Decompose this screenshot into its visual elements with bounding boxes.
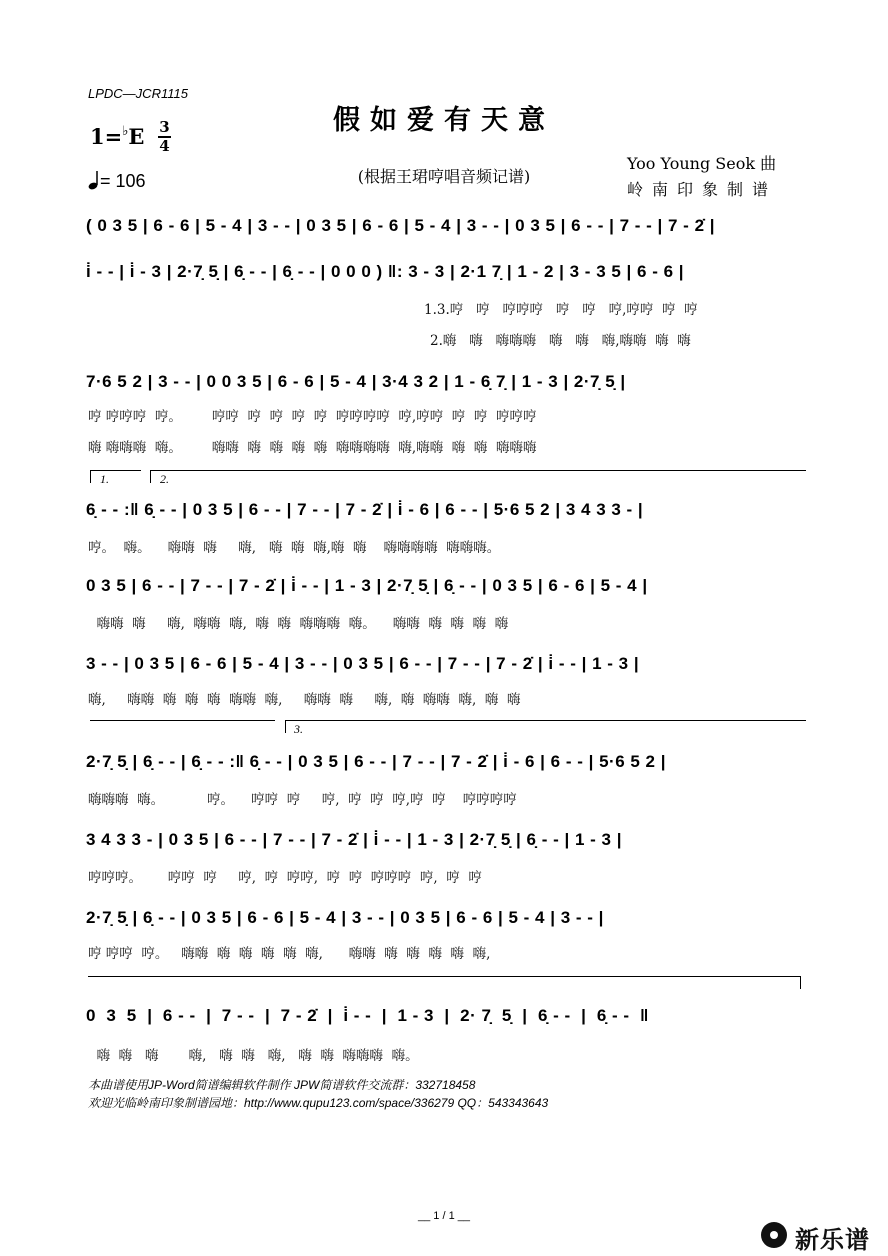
notation-row-2: i̇ - - | i̇ - 3 | 2·7̣ 5̣ | 6̣ - - | 6̣ - - | 0 0 0 ) ‖: 3 - 3 | 2·1 7̣ | 1 - 2 | 3 - 3 5 | 6 - 6 | xyxy=(86,262,685,281)
lyric-row-2-verse-2: 2.嗨 嗨 嗨嗨嗨 嗨 嗨 嗨,嗨嗨 嗨 嗨 xyxy=(430,333,691,349)
page-number: __ 1 / 1 __ xyxy=(418,1210,470,1222)
volta-number-2: 2. xyxy=(160,472,169,486)
volta-bracket-3 xyxy=(285,720,806,733)
footer-line-1: 本曲谱使用JP-Word简谱编辑软件制作 JPW简谱软件交流群：332718458 xyxy=(88,1078,476,1092)
record-disc-icon xyxy=(761,1222,787,1248)
notation-row-5: 0 3 5 | 6 - - | 7 - - | 7 - 2̇ | i̇ - - | 1 - 3 | 2·7̣ 5̣ | 6̣ - - | 0 3 5 | 6 - 6 | 5 - 4 | xyxy=(86,576,648,595)
volta-bracket-prev xyxy=(90,720,275,733)
lyric-row-7: 嗨嗨嗨 嗨。 哼。 哼哼 哼 哼, 哼 哼 哼,哼 哼 哼哼哼哼 xyxy=(88,792,517,808)
lyric-row-4: 哼。 嗨。 嗨嗨 嗨 嗨, 嗨 嗨 嗨,嗨 嗨 嗨嗨嗨嗨 嗨嗨嗨。 xyxy=(88,540,501,556)
lyric-row-3-verse-2: 嗨 嗨嗨嗨 嗨。 嗨嗨 嗨 嗨 嗨 嗨 嗨嗨嗨嗨 嗨,嗨嗨 嗨 嗨 嗨嗨嗨 xyxy=(88,440,537,456)
volta-number-1: 1. xyxy=(100,472,109,486)
key-prefix: 1= xyxy=(90,124,123,149)
site-logo xyxy=(755,1218,885,1252)
quarter-note-icon xyxy=(88,170,100,190)
final-row-line xyxy=(88,976,801,989)
volta-bracket-2 xyxy=(150,470,806,483)
time-top: 3 xyxy=(159,118,170,136)
notation-row-6: 3 - - | 0 3 5 | 6 - 6 | 5 - 4 | 3 - - | 0 3 5 | 6 - - | 7 - - | 7 - 2̇ | i̇ - - | 1 - 3 | xyxy=(86,654,640,673)
volta-bracket-1 xyxy=(90,470,141,483)
notation-row-10: 0 3 5 | 6 - - | 7 - - | 7 - 2̇ | i̇ - - | 1 - 3 | 2· 7̣ 5̣ | 6̣ - - | 6̣ - - ‖ xyxy=(86,1006,649,1025)
key-signature xyxy=(90,124,144,149)
lyric-row-2-verse-1: 1.3.哼 哼 哼哼哼 哼 哼 哼,哼哼 哼 哼 xyxy=(424,302,698,318)
tempo-value: = 106 xyxy=(100,171,146,191)
arranger: 岭南印象制谱 xyxy=(627,180,778,199)
footer-line-2: 欢迎光临岭南印象制谱园地：http://www.qupu123.com/space/336279 QQ：543343643 xyxy=(88,1096,549,1110)
time-bottom: 4 xyxy=(159,137,170,155)
flat-sign: ♭ xyxy=(122,124,129,139)
page-title: 假如爱有天意 xyxy=(333,105,555,136)
score-code: LPDC—JCR1115 xyxy=(88,86,188,101)
composer: Yoo Young Seok 曲 xyxy=(627,154,777,173)
lyric-row-3-verse-1: 哼 哼哼哼 哼。 哼哼 哼 哼 哼 哼 哼哼哼哼 哼,哼哼 哼 哼 哼哼哼 xyxy=(88,409,537,425)
time-signature xyxy=(158,120,171,154)
tempo-marking xyxy=(88,170,146,192)
notation-row-3: 7·6 5 2 | 3 - - | 0 0 3 5 | 6 - 6 | 5 - 4 | 3·4 3 2 | 1 - 6̣ 7̣ | 1 - 3 | 2·7̣ 5̣ | xyxy=(86,372,626,391)
notation-row-1: ( 0 3 5 | 6 - 6 | 5 - 4 | 3 - - | 0 3 5 | 6 - 6 | 5 - 4 | 3 - - | 0 3 5 | 6 - - | 7 - - | 7 - 2̇ | xyxy=(86,216,715,235)
notation-row-8: 3 4 3 3 - | 0 3 5 | 6 - - | 7 - - | 7 - 2̇ | i̇ - - | 1 - 3 | 2·7̣ 5̣ | 6̣ - - | 1 - 3 | xyxy=(86,830,622,849)
lyric-row-10: 嗨 嗨 嗨 嗨, 嗨 嗨 嗨, 嗨 嗨 嗨嗨嗨 嗨。 xyxy=(88,1048,419,1064)
notation-row-9: 2·7̣ 5̣ | 6̣ - - | 0 3 5 | 6 - 6 | 5 - 4 | 3 - - | 0 3 5 | 6 - 6 | 5 - 4 | 3 - - | xyxy=(86,908,604,927)
page-number-value: 1 / 1 xyxy=(433,1210,455,1222)
logo-text: 新乐谱 xyxy=(795,1226,870,1254)
notation-row-4: 6̣ - - :‖ 6̣ - - | 0 3 5 | 6 - - | 7 - - | 7 - 2̇ | i̇ - 6 | 6 - - | 5·6 5 2 | 3 4 3 3 - | xyxy=(86,500,644,519)
volta-number-3: 3. xyxy=(294,722,303,736)
lyric-row-9: 哼 哼哼 哼。 嗨嗨 嗨 嗨 嗨 嗨 嗨, 嗨嗨 嗨 嗨 嗨 嗨 嗨, xyxy=(88,946,491,962)
subtitle: (根据王珺哼唱音频记谱) xyxy=(357,167,531,186)
notation-row-7: 2·7̣ 5̣ | 6̣ - - | 6̣ - - :‖ 6̣ - - | 0 3 5 | 6 - - | 7 - - | 7 - 2̇ | i̇ - 6 | 6 - - | 5·6 5 2 | xyxy=(86,752,666,771)
lyric-row-5: 嗨嗨 嗨 嗨, 嗨嗨 嗨, 嗨 嗨 嗨嗨嗨 嗨。 嗨嗨 嗨 嗨 嗨 嗨 xyxy=(88,616,509,632)
lyric-row-6: 嗨, 嗨嗨 嗨 嗨 嗨 嗨嗨 嗨, 嗨嗨 嗨 嗨, 嗨 嗨嗨 嗨, 嗨 嗨 xyxy=(88,692,521,708)
lyric-row-8: 哼哼哼。 哼哼 哼 哼, 哼 哼哼, 哼 哼 哼哼哼 哼, 哼 哼 xyxy=(88,870,482,886)
key-letter: E xyxy=(128,124,145,149)
